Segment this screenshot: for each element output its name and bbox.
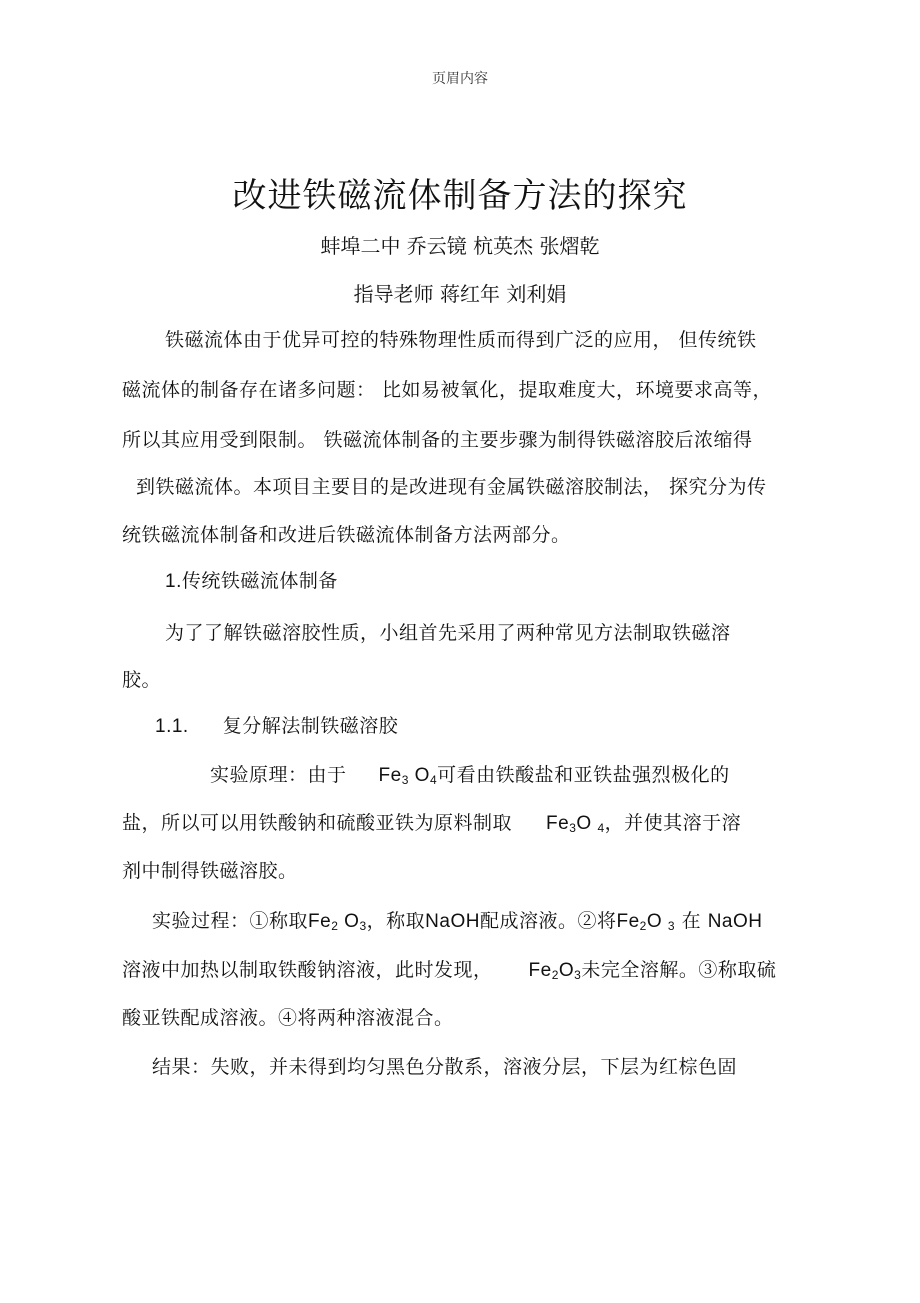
text-run: 配成溶液。②将 <box>479 910 617 932</box>
subscript: 2 <box>331 919 339 933</box>
subscript: 4 <box>429 773 438 787</box>
subscript: 3 <box>401 773 409 787</box>
intro-line-3: 所以其应用受到限制。 铁磁流体制备的主要步骤为制得铁磁溶胶后浓缩得 <box>122 429 753 451</box>
formula-naoh: NaOH <box>425 911 480 932</box>
text-run: 实验原理：由于 <box>210 764 347 786</box>
text-run: ，称取 <box>366 910 426 932</box>
subscript: 3 <box>359 919 367 933</box>
formula-part: O <box>558 960 575 981</box>
document-title: 改进铁磁流体制备方法的探究 <box>232 176 688 216</box>
authors-line: 蚌埠二中 乔云镜 杭英杰 张熠乾 <box>320 234 600 258</box>
formula-naoh: NaOH <box>707 911 763 932</box>
formula-fe3o4 <box>546 813 605 834</box>
page-header: 页眉内容 <box>432 71 488 87</box>
process-line-2 <box>122 955 776 982</box>
intro-line-4: 到铁磁流体。本项目主要目的是改进现有金属铁磁溶胶制法， 探究分为传 <box>136 476 767 498</box>
result-line: 结果：失败，并未得到均匀黑色分散系，溶液分层，下层为红棕色固 <box>152 1056 738 1078</box>
formula-part: Fe <box>546 813 570 834</box>
intro-line-2: 磁流体的制备存在诸多问题： 比如易被氧化，提取难度大，环境要求高等， <box>122 379 773 401</box>
advisors-line: 指导老师 蒋红年 刘利娟 <box>353 282 567 306</box>
subscript: 2 <box>639 919 647 933</box>
formula-part: O <box>344 911 360 932</box>
subscript: 3 <box>574 968 582 982</box>
formula-fe3o4 <box>379 765 438 786</box>
subscript: 3 <box>569 821 577 835</box>
text-run: ，并使其溶于溶 <box>604 812 742 834</box>
principle-line-2 <box>122 808 741 835</box>
formula-fe2o3 <box>529 960 582 981</box>
formula-part: Fe <box>616 911 640 932</box>
section-title: 传统铁磁流体制备 <box>181 570 338 592</box>
subscript: 3 <box>667 919 676 933</box>
intro-line-5: 统铁磁流体制备和改进后铁磁流体制备方法两部分。 <box>122 524 571 546</box>
principle-line-3: 剂中制得铁磁溶胶。 <box>122 860 298 882</box>
formula-part: Fe <box>308 911 332 932</box>
section-title: 复分解法制铁磁溶胶 <box>222 715 399 737</box>
formula-part: Fe <box>378 765 402 786</box>
section-1-para-line-1: 为了了解铁磁溶胶性质，小组首先采用了两种常见方法制取铁磁溶 <box>165 622 731 644</box>
formula-part: O <box>576 813 592 834</box>
text-run: 实验过程：①称取 <box>152 910 309 932</box>
formula-fe2o3 <box>616 911 675 932</box>
subscript: 2 <box>551 968 559 982</box>
text-run: 在 <box>681 910 702 932</box>
intro-line-1: 铁磁流体由于优异可控的特殊物理性质而得到广泛的应用， 但传统铁 <box>165 329 757 351</box>
section-1-para-line-2: 胶。 <box>122 669 162 691</box>
text-run: 可看由铁酸盐和亚铁盐强烈极化的 <box>437 764 730 786</box>
principle-line-1 <box>210 760 730 787</box>
text-run: 未完全溶解。③称取硫 <box>581 959 777 981</box>
section-1-heading <box>165 566 338 593</box>
formula-part: O <box>414 765 430 786</box>
formula-part: Fe <box>528 960 552 981</box>
formula-fe2o3 <box>308 911 367 932</box>
formula-part: O <box>646 911 663 932</box>
section-number: 1.1. <box>155 716 189 737</box>
process-line-3: 酸亚铁配成溶液。④将两种溶液混合。 <box>122 1007 454 1029</box>
section-number: 1. <box>165 571 182 592</box>
subscript: 4 <box>597 821 605 835</box>
text-run: 溶液中加热以制取铁酸钠溶液，此时发现， <box>122 959 493 981</box>
process-line-1 <box>152 906 763 933</box>
section-1-1-heading <box>155 711 398 738</box>
text-run: 盐，所以可以用铁酸钠和硫酸亚铁为原料制取 <box>122 812 513 834</box>
